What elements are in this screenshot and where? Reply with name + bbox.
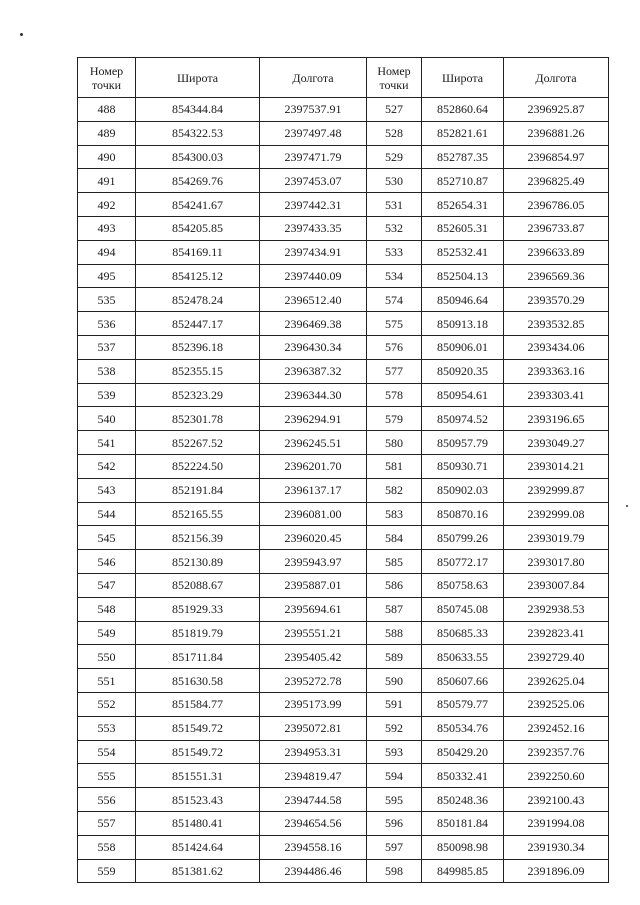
table-row bbox=[78, 692, 609, 716]
latitude-cell: 852710.87 bbox=[422, 169, 504, 193]
longitude-cell: 2393363.16 bbox=[504, 359, 609, 383]
latitude-cell: 850579.77 bbox=[422, 692, 504, 716]
longitude-cell: 2396786.05 bbox=[504, 193, 609, 217]
point-number-cell: 559 bbox=[78, 859, 136, 883]
point-number-cell: 494 bbox=[78, 240, 136, 264]
latitude-cell: 851523.43 bbox=[136, 788, 260, 812]
point-number-cell: 489 bbox=[78, 121, 136, 145]
longitude-cell: 2394819.47 bbox=[260, 764, 367, 788]
longitude-cell: 2396020.45 bbox=[260, 526, 367, 550]
latitude-cell: 850534.76 bbox=[422, 716, 504, 740]
point-number-cell: 544 bbox=[78, 502, 136, 526]
longitude-cell: 2393019.79 bbox=[504, 526, 609, 550]
longitude-cell: 2394558.16 bbox=[260, 835, 367, 859]
latitude-cell: 850920.35 bbox=[422, 359, 504, 383]
table-row bbox=[78, 98, 609, 122]
table-row bbox=[78, 573, 609, 597]
point-number-cell: 543 bbox=[78, 478, 136, 502]
table-row bbox=[78, 550, 609, 574]
longitude-cell: 2397434.91 bbox=[260, 240, 367, 264]
table-row bbox=[78, 288, 609, 312]
point-number-cell: 581 bbox=[367, 454, 422, 478]
latitude-cell: 851819.79 bbox=[136, 621, 260, 645]
longitude-cell: 2394744.58 bbox=[260, 788, 367, 812]
point-number-cell: 556 bbox=[78, 788, 136, 812]
table-row bbox=[78, 740, 609, 764]
latitude-cell: 851549.72 bbox=[136, 740, 260, 764]
latitude-cell: 852165.55 bbox=[136, 502, 260, 526]
point-number-cell: 577 bbox=[367, 359, 422, 383]
latitude-cell: 850930.71 bbox=[422, 454, 504, 478]
longitude-cell: 2397453.07 bbox=[260, 169, 367, 193]
scan-speck-right bbox=[626, 505, 628, 507]
latitude-cell: 852191.84 bbox=[136, 478, 260, 502]
latitude-cell: 854241.67 bbox=[136, 193, 260, 217]
longitude-cell: 2393007.84 bbox=[504, 573, 609, 597]
point-number-cell: 549 bbox=[78, 621, 136, 645]
point-number-cell: 579 bbox=[367, 407, 422, 431]
point-number-cell: 542 bbox=[78, 454, 136, 478]
longitude-cell: 2395405.42 bbox=[260, 645, 367, 669]
longitude-cell: 2393014.21 bbox=[504, 454, 609, 478]
longitude-cell: 2391930.34 bbox=[504, 835, 609, 859]
latitude-cell: 854344.84 bbox=[136, 98, 260, 122]
latitude-cell: 849985.85 bbox=[422, 859, 504, 883]
table-row bbox=[78, 645, 609, 669]
point-number-cell: 597 bbox=[367, 835, 422, 859]
table-row bbox=[78, 621, 609, 645]
point-number-cell: 554 bbox=[78, 740, 136, 764]
point-number-cell: 535 bbox=[78, 288, 136, 312]
point-number-cell: 533 bbox=[367, 240, 422, 264]
latitude-cell: 852088.67 bbox=[136, 573, 260, 597]
longitude-cell: 2395887.01 bbox=[260, 573, 367, 597]
latitude-cell: 854300.03 bbox=[136, 145, 260, 169]
point-number-cell: 591 bbox=[367, 692, 422, 716]
longitude-cell: 2392625.04 bbox=[504, 669, 609, 693]
longitude-cell: 2397471.79 bbox=[260, 145, 367, 169]
latitude-cell: 852156.39 bbox=[136, 526, 260, 550]
longitude-cell: 2392452.16 bbox=[504, 716, 609, 740]
latitude-cell: 850954.61 bbox=[422, 383, 504, 407]
longitude-cell: 2396569.36 bbox=[504, 264, 609, 288]
point-number-cell: 539 bbox=[78, 383, 136, 407]
point-number-cell: 594 bbox=[367, 764, 422, 788]
point-number-cell: 530 bbox=[367, 169, 422, 193]
point-number-cell: 536 bbox=[78, 312, 136, 336]
longitude-cell: 2396137.17 bbox=[260, 478, 367, 502]
latitude-cell: 850906.01 bbox=[422, 335, 504, 359]
latitude-cell: 854269.76 bbox=[136, 169, 260, 193]
latitude-cell: 850946.64 bbox=[422, 288, 504, 312]
point-number-cell: 574 bbox=[367, 288, 422, 312]
table-row bbox=[78, 359, 609, 383]
longitude-cell: 2391896.09 bbox=[504, 859, 609, 883]
longitude-cell: 2397537.91 bbox=[260, 98, 367, 122]
latitude-cell: 851711.84 bbox=[136, 645, 260, 669]
point-number-cell: 531 bbox=[367, 193, 422, 217]
longitude-cell: 2394953.31 bbox=[260, 740, 367, 764]
latitude-cell: 850870.16 bbox=[422, 502, 504, 526]
point-number-cell: 532 bbox=[367, 216, 422, 240]
point-number-cell: 546 bbox=[78, 550, 136, 574]
latitude-cell: 851551.31 bbox=[136, 764, 260, 788]
latitude-cell: 852130.89 bbox=[136, 550, 260, 574]
longitude-cell: 2392525.06 bbox=[504, 692, 609, 716]
longitude-cell: 2395694.61 bbox=[260, 597, 367, 621]
longitude-cell: 2395943.97 bbox=[260, 550, 367, 574]
longitude-cell: 2396430.34 bbox=[260, 335, 367, 359]
header-longitude: Долгота bbox=[504, 58, 609, 98]
coordinates-table bbox=[77, 57, 609, 883]
longitude-cell: 2396469.38 bbox=[260, 312, 367, 336]
longitude-cell: 2392250.60 bbox=[504, 764, 609, 788]
latitude-cell: 850974.52 bbox=[422, 407, 504, 431]
longitude-cell: 2396201.70 bbox=[260, 454, 367, 478]
header-latitude: Широта bbox=[136, 58, 260, 98]
table-row bbox=[78, 216, 609, 240]
longitude-cell: 2393303.41 bbox=[504, 383, 609, 407]
latitude-cell: 852860.64 bbox=[422, 98, 504, 122]
point-number-cell: 575 bbox=[367, 312, 422, 336]
point-number-cell: 593 bbox=[367, 740, 422, 764]
latitude-cell: 850607.66 bbox=[422, 669, 504, 693]
longitude-cell: 2396633.89 bbox=[504, 240, 609, 264]
point-number-cell: 555 bbox=[78, 764, 136, 788]
table-row bbox=[78, 407, 609, 431]
table-row bbox=[78, 788, 609, 812]
longitude-cell: 2392823.41 bbox=[504, 621, 609, 645]
table-row bbox=[78, 859, 609, 883]
latitude-cell: 854205.85 bbox=[136, 216, 260, 240]
latitude-cell: 852447.17 bbox=[136, 312, 260, 336]
latitude-cell: 854322.53 bbox=[136, 121, 260, 145]
point-number-cell: 528 bbox=[367, 121, 422, 145]
latitude-cell: 854169.11 bbox=[136, 240, 260, 264]
point-number-cell: 598 bbox=[367, 859, 422, 883]
latitude-cell: 852355.15 bbox=[136, 359, 260, 383]
latitude-cell: 852787.35 bbox=[422, 145, 504, 169]
latitude-cell: 852478.24 bbox=[136, 288, 260, 312]
latitude-cell: 852605.31 bbox=[422, 216, 504, 240]
latitude-cell: 850913.18 bbox=[422, 312, 504, 336]
table-row bbox=[78, 716, 609, 740]
point-number-cell: 588 bbox=[367, 621, 422, 645]
latitude-cell: 850181.84 bbox=[422, 811, 504, 835]
longitude-cell: 2396245.51 bbox=[260, 431, 367, 455]
latitude-cell: 850633.55 bbox=[422, 645, 504, 669]
point-number-cell: 548 bbox=[78, 597, 136, 621]
header-point-number: Номер точки bbox=[367, 58, 422, 98]
longitude-cell: 2391994.08 bbox=[504, 811, 609, 835]
latitude-cell: 851424.64 bbox=[136, 835, 260, 859]
table-row bbox=[78, 169, 609, 193]
longitude-cell: 2396854.97 bbox=[504, 145, 609, 169]
longitude-cell: 2392357.76 bbox=[504, 740, 609, 764]
table-row bbox=[78, 597, 609, 621]
point-number-cell: 537 bbox=[78, 335, 136, 359]
point-number-cell: 582 bbox=[367, 478, 422, 502]
point-number-cell: 492 bbox=[78, 193, 136, 217]
point-number-cell: 596 bbox=[367, 811, 422, 835]
longitude-cell: 2396733.87 bbox=[504, 216, 609, 240]
table-row bbox=[78, 764, 609, 788]
longitude-cell: 2393532.85 bbox=[504, 312, 609, 336]
longitude-cell: 2396344.30 bbox=[260, 383, 367, 407]
table-row bbox=[78, 193, 609, 217]
longitude-cell: 2395551.21 bbox=[260, 621, 367, 645]
latitude-cell: 852396.18 bbox=[136, 335, 260, 359]
header-latitude: Широта bbox=[422, 58, 504, 98]
point-number-cell: 540 bbox=[78, 407, 136, 431]
latitude-cell: 850745.08 bbox=[422, 597, 504, 621]
longitude-cell: 2393017.80 bbox=[504, 550, 609, 574]
point-number-cell: 558 bbox=[78, 835, 136, 859]
longitude-cell: 2397497.48 bbox=[260, 121, 367, 145]
point-number-cell: 495 bbox=[78, 264, 136, 288]
latitude-cell: 852654.31 bbox=[422, 193, 504, 217]
latitude-cell: 852504.13 bbox=[422, 264, 504, 288]
latitude-cell: 851549.72 bbox=[136, 716, 260, 740]
latitude-cell: 851381.62 bbox=[136, 859, 260, 883]
latitude-cell: 850772.17 bbox=[422, 550, 504, 574]
latitude-cell: 851584.77 bbox=[136, 692, 260, 716]
longitude-cell: 2396512.40 bbox=[260, 288, 367, 312]
longitude-cell: 2392999.08 bbox=[504, 502, 609, 526]
point-number-cell: 493 bbox=[78, 216, 136, 240]
table-row bbox=[78, 454, 609, 478]
point-number-cell: 590 bbox=[367, 669, 422, 693]
point-number-cell: 557 bbox=[78, 811, 136, 835]
table-row bbox=[78, 264, 609, 288]
latitude-cell: 850957.79 bbox=[422, 431, 504, 455]
longitude-cell: 2395173.99 bbox=[260, 692, 367, 716]
point-number-cell: 587 bbox=[367, 597, 422, 621]
point-number-cell: 541 bbox=[78, 431, 136, 455]
point-number-cell: 491 bbox=[78, 169, 136, 193]
point-number-cell: 553 bbox=[78, 716, 136, 740]
point-number-cell: 488 bbox=[78, 98, 136, 122]
latitude-cell: 852224.50 bbox=[136, 454, 260, 478]
header-point-number: Номер точки bbox=[78, 58, 136, 98]
latitude-cell: 852323.29 bbox=[136, 383, 260, 407]
table-row bbox=[78, 669, 609, 693]
longitude-cell: 2396387.32 bbox=[260, 359, 367, 383]
point-number-cell: 584 bbox=[367, 526, 422, 550]
longitude-cell: 2396881.26 bbox=[504, 121, 609, 145]
latitude-cell: 850902.03 bbox=[422, 478, 504, 502]
point-number-cell: 595 bbox=[367, 788, 422, 812]
point-number-cell: 551 bbox=[78, 669, 136, 693]
longitude-cell: 2393049.27 bbox=[504, 431, 609, 455]
latitude-cell: 854125.12 bbox=[136, 264, 260, 288]
point-number-cell: 529 bbox=[367, 145, 422, 169]
latitude-cell: 852267.52 bbox=[136, 431, 260, 455]
longitude-cell: 2392100.43 bbox=[504, 788, 609, 812]
latitude-cell: 850758.63 bbox=[422, 573, 504, 597]
longitude-cell: 2397433.35 bbox=[260, 216, 367, 240]
table-row bbox=[78, 526, 609, 550]
longitude-cell: 2397442.31 bbox=[260, 193, 367, 217]
longitude-cell: 2392938.53 bbox=[504, 597, 609, 621]
table-row bbox=[78, 240, 609, 264]
latitude-cell: 850799.26 bbox=[422, 526, 504, 550]
latitude-cell: 852301.78 bbox=[136, 407, 260, 431]
longitude-cell: 2392999.87 bbox=[504, 478, 609, 502]
table-row bbox=[78, 121, 609, 145]
point-number-cell: 578 bbox=[367, 383, 422, 407]
table-row bbox=[78, 835, 609, 859]
latitude-cell: 851630.58 bbox=[136, 669, 260, 693]
point-number-cell: 583 bbox=[367, 502, 422, 526]
latitude-cell: 852821.61 bbox=[422, 121, 504, 145]
latitude-cell: 851929.33 bbox=[136, 597, 260, 621]
table-row bbox=[78, 502, 609, 526]
point-number-cell: 538 bbox=[78, 359, 136, 383]
longitude-cell: 2396081.00 bbox=[260, 502, 367, 526]
table-row bbox=[78, 383, 609, 407]
table-row bbox=[78, 145, 609, 169]
table-header-row bbox=[78, 58, 609, 98]
header-longitude: Долгота bbox=[260, 58, 367, 98]
point-number-cell: 490 bbox=[78, 145, 136, 169]
point-number-cell: 534 bbox=[367, 264, 422, 288]
longitude-cell: 2394654.56 bbox=[260, 811, 367, 835]
longitude-cell: 2396925.87 bbox=[504, 98, 609, 122]
longitude-cell: 2396294.91 bbox=[260, 407, 367, 431]
longitude-cell: 2393570.29 bbox=[504, 288, 609, 312]
longitude-cell: 2393196.65 bbox=[504, 407, 609, 431]
point-number-cell: 550 bbox=[78, 645, 136, 669]
point-number-cell: 552 bbox=[78, 692, 136, 716]
table-row bbox=[78, 335, 609, 359]
longitude-cell: 2395072.81 bbox=[260, 716, 367, 740]
latitude-cell: 852532.41 bbox=[422, 240, 504, 264]
latitude-cell: 850332.41 bbox=[422, 764, 504, 788]
longitude-cell: 2397440.09 bbox=[260, 264, 367, 288]
point-number-cell: 547 bbox=[78, 573, 136, 597]
point-number-cell: 545 bbox=[78, 526, 136, 550]
table-row bbox=[78, 811, 609, 835]
table-row bbox=[78, 478, 609, 502]
latitude-cell: 851480.41 bbox=[136, 811, 260, 835]
point-number-cell: 527 bbox=[367, 98, 422, 122]
latitude-cell: 850098.98 bbox=[422, 835, 504, 859]
table-row bbox=[78, 431, 609, 455]
longitude-cell: 2395272.78 bbox=[260, 669, 367, 693]
point-number-cell: 589 bbox=[367, 645, 422, 669]
latitude-cell: 850685.33 bbox=[422, 621, 504, 645]
table-row bbox=[78, 312, 609, 336]
longitude-cell: 2392729.40 bbox=[504, 645, 609, 669]
longitude-cell: 2394486.46 bbox=[260, 859, 367, 883]
longitude-cell: 2396825.49 bbox=[504, 169, 609, 193]
point-number-cell: 580 bbox=[367, 431, 422, 455]
latitude-cell: 850429.20 bbox=[422, 740, 504, 764]
longitude-cell: 2393434.06 bbox=[504, 335, 609, 359]
point-number-cell: 576 bbox=[367, 335, 422, 359]
latitude-cell: 850248.36 bbox=[422, 788, 504, 812]
point-number-cell: 585 bbox=[367, 550, 422, 574]
scan-speck-top-left bbox=[20, 33, 23, 36]
point-number-cell: 586 bbox=[367, 573, 422, 597]
point-number-cell: 592 bbox=[367, 716, 422, 740]
